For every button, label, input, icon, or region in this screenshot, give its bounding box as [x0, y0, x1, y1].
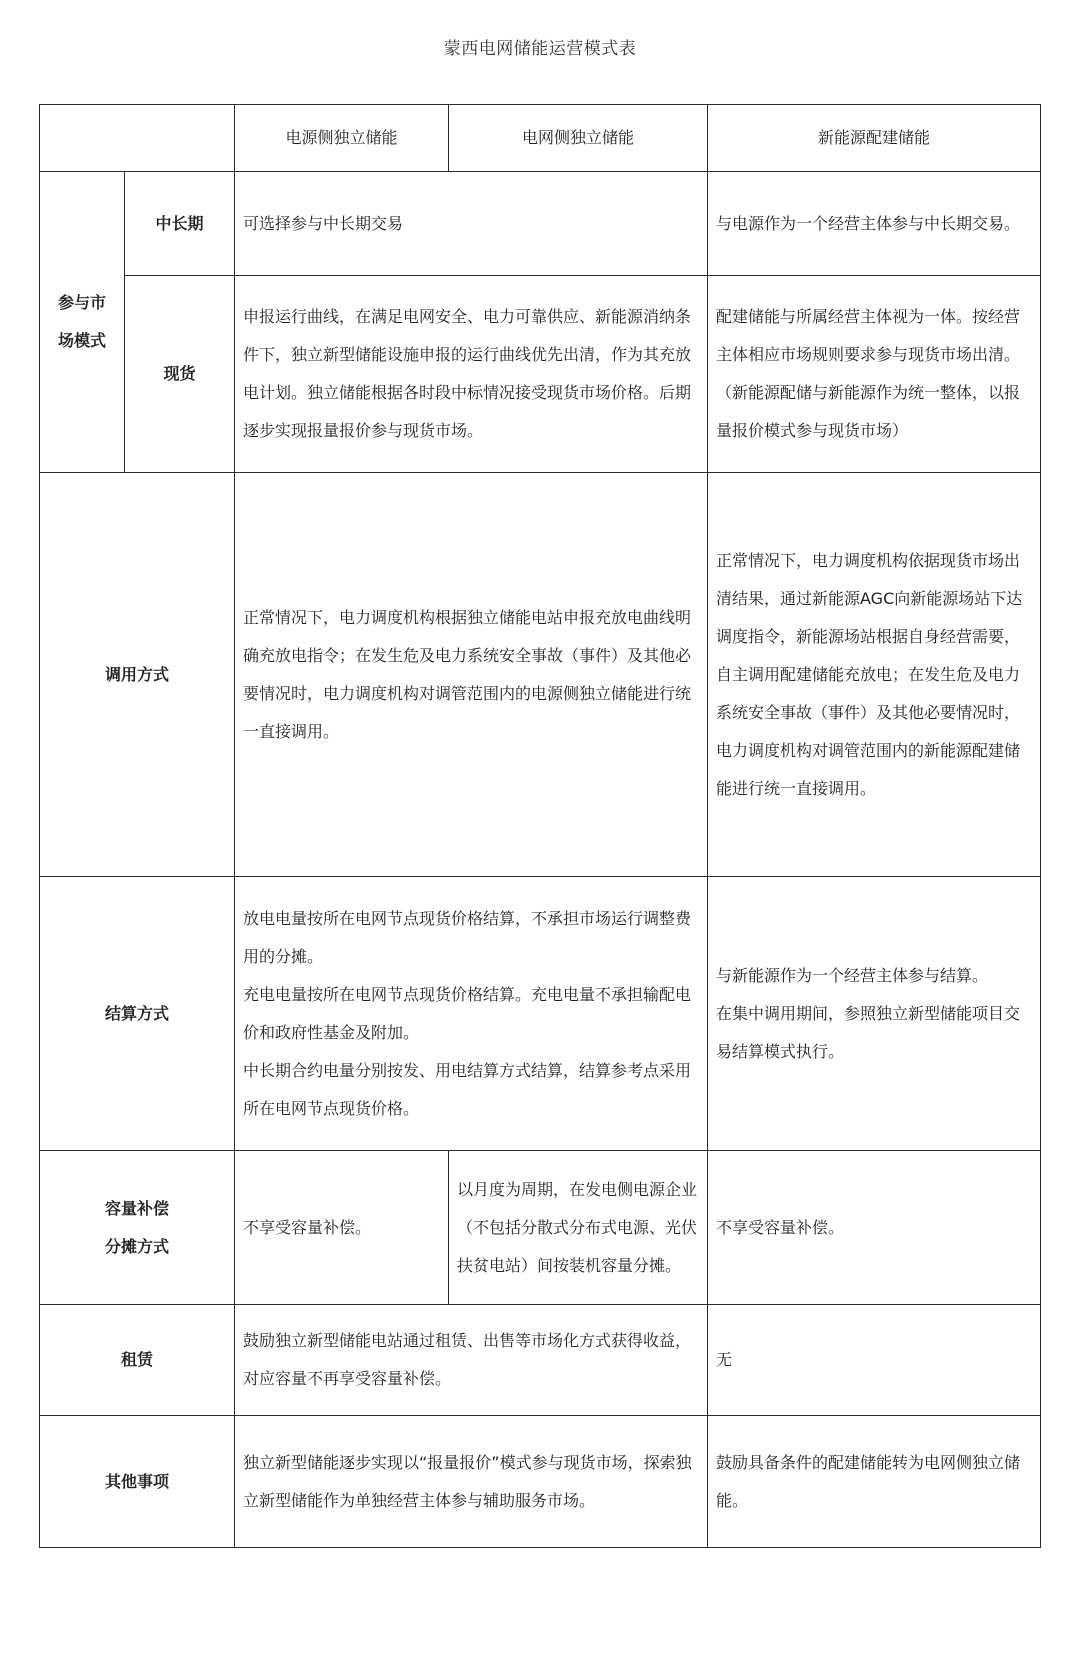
other-label: 其他事项: [40, 1416, 235, 1548]
settlement-renewable-line-2: 在集中调用期间，参照独立新型储能项目交易结算模式执行。: [716, 1003, 1021, 1061]
settlement-label: 结算方式: [40, 877, 235, 1151]
row-settlement: [40, 877, 1041, 1151]
lease-independent: 鼓励独立新型储能电站通过租赁、出售等市场化方式获得收益，对应容量不再享受容量补偿。: [235, 1305, 708, 1416]
dispatch-independent: 正常情况下，电力调度机构根据独立储能电站申报充放电曲线明确充放电指令；在发生危及电力系统安全事故（事件）及其他必要情况时，电力调度机构对调管范围内的电源侧独立储能进行统一直接调用。: [235, 473, 708, 877]
spot-label: 现货: [125, 276, 235, 473]
capacity-label: [40, 1151, 235, 1305]
row-mid-long-term: [40, 172, 1041, 276]
row-capacity-compensation: [40, 1151, 1041, 1305]
operation-mode-table: [39, 104, 1041, 1548]
settlement-independent-line-2: 充电电量按所在电网节点现货价格结算。充电电量不承担输配电价和政府性基金及附加。: [243, 984, 692, 1042]
mid-long-term-independent: 可选择参与中长期交易: [235, 172, 708, 276]
row-other: [40, 1416, 1041, 1548]
capacity-label-line-2: 分摊方式: [104, 1236, 169, 1256]
settlement-independent: [235, 877, 708, 1151]
row-dispatch: [40, 473, 1041, 877]
capacity-grid-side: 以月度为周期，在发电侧电源企业（不包括分散式分布式电源、光伏扶贫电站）间按装机容量分摊。: [449, 1151, 708, 1305]
row-spot: [40, 276, 1041, 473]
market-mode-label: 参与市场模式: [40, 172, 125, 473]
header-row: [40, 105, 1041, 172]
dispatch-renewable: 正常情况下，电力调度机构依据现货市场出清结果，通过新能源AGC向新能源场站下达调度指令，新能源场站根据自身经营需要，自主调用配建储能充放电；在发生危及电力系统安全事故（事件）及其他必要情况时，电力调度机构对调管范围内的新能源配建储能进行统一直接调用。: [708, 473, 1041, 877]
header-renewable-storage: 新能源配建储能: [708, 105, 1041, 172]
header-grid-side-independent: 电网侧独立储能: [449, 105, 708, 172]
row-lease: [40, 1305, 1041, 1416]
capacity-label-line-1: 容量补偿: [104, 1198, 169, 1218]
settlement-independent-line-1: 放电电量按所在电网节点现货价格结算，不承担市场运行调整费用的分摊。: [243, 908, 692, 966]
settlement-renewable-line-1: 与新能源作为一个经营主体参与结算。: [716, 965, 989, 985]
page-title: 蒙西电网储能运营模式表: [443, 39, 637, 59]
capacity-source-side: 不享受容量补偿。: [235, 1151, 449, 1305]
header-corner-cell: [40, 105, 235, 172]
capacity-renewable: 不享受容量补偿。: [708, 1151, 1041, 1305]
lease-renewable: 无: [708, 1305, 1041, 1416]
spot-independent: 申报运行曲线，在满足电网安全、电力可靠供应、新能源消纳条件下，独立新型储能设施申报的运行曲线优先出清，作为其充放电计划。独立储能根据各时段中标情况接受现货市场价格。后期逐步实现报量报价参与现货市场。: [235, 276, 708, 473]
dispatch-label: 调用方式: [40, 473, 235, 877]
other-independent: 独立新型储能逐步实现以“报量报价”模式参与现货市场，探索独立新型储能作为单独经营主体参与辅助服务市场。: [235, 1416, 708, 1548]
lease-label: 租赁: [40, 1305, 235, 1416]
other-renewable: 鼓励具备条件的配建储能转为电网侧独立储能。: [708, 1416, 1041, 1548]
settlement-renewable: [708, 877, 1041, 1151]
spot-renewable: 配建储能与所属经营主体视为一体。按经营主体相应市场规则要求参与现货市场出清。（新能源配储与新能源作为统一整体，以报量报价模式参与现货市场）: [708, 276, 1041, 473]
settlement-independent-line-3: 中长期合约电量分别按发、用电结算方式结算，结算参考点采用所在电网节点现货价格。: [243, 1060, 692, 1118]
mid-long-term-renewable: 与电源作为一个经营主体参与中长期交易。: [708, 172, 1041, 276]
header-source-side-independent: 电源侧独立储能: [235, 105, 449, 172]
mid-long-term-label: 中长期: [125, 172, 235, 276]
